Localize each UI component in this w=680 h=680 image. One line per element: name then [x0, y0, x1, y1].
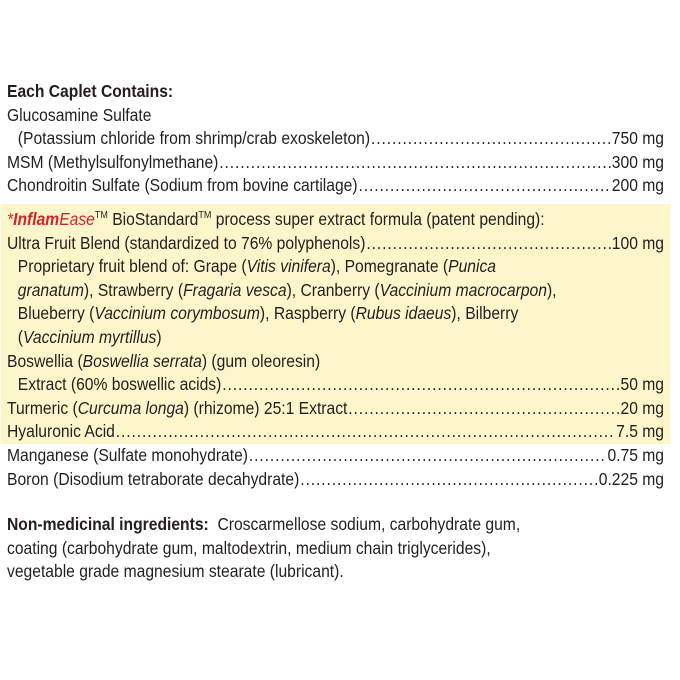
ingredient-amount: 300 mg — [611, 151, 664, 172]
asterisk: * — [7, 208, 14, 229]
latin-name: Vaccinium corymbosum — [94, 303, 260, 324]
non-medicinal-text: Croscarmellose sodium, carbohydrate gum, — [208, 514, 521, 535]
ingredient-label: Manganese (Sulfate monohydrate) — [7, 444, 249, 465]
ingredient-label: ) (gum oleoresin) — [201, 350, 321, 371]
fruit-blend-description — [7, 255, 664, 349]
latin-name: Rubus idaeus — [355, 303, 452, 324]
biostandard: BioStandard — [107, 208, 199, 229]
ingredient-amount: 0.225 mg — [598, 468, 664, 489]
ingredient-label — [7, 397, 347, 421]
latin-name: Punica — [448, 256, 497, 277]
ingredient-amount: 20 mg — [620, 397, 664, 418]
ingredient-label: Boron (Disodium tetraborate decahydrate) — [7, 468, 300, 489]
non-medicinal-label: Non-medicinal ingredients: — [7, 514, 209, 535]
ingredient-turmeric — [7, 397, 664, 421]
inflamease-formula-block — [1, 204, 671, 444]
ingredient-label: Extract (60% boswellic acids) — [17, 374, 222, 395]
ingredient-manganese — [7, 444, 664, 468]
ingredient-label: (Potassium chloride from shrimp/crab exoskeleton) — [17, 128, 371, 149]
ingredient-label-part: ) (rhizome) 25:1 Extract — [183, 397, 348, 418]
blend-text: ) — [156, 326, 162, 347]
formula-description: process super extract formula (patent pending): — [211, 208, 545, 229]
dot-leader — [348, 397, 619, 421]
dot-leader — [219, 151, 611, 175]
dot-leader — [249, 444, 607, 468]
trademark: TM — [94, 209, 108, 221]
blend-text: ), — [546, 279, 557, 300]
latin-name: Boswellia serrata — [82, 350, 202, 371]
dot-leader — [366, 232, 611, 256]
blend-text: ), Raspberry ( — [259, 303, 356, 324]
ingredient-fruit-blend — [7, 232, 664, 256]
ingredient-glucosamine-source — [7, 127, 664, 151]
ingredient-amount: 50 mg — [620, 374, 664, 395]
ingredient-glucosamine: Glucosamine Sulfate — [7, 104, 152, 125]
ingredient-amount: 200 mg — [611, 175, 664, 196]
blend-text: ( — [17, 326, 24, 347]
brand-name-bold: Inflam — [13, 208, 60, 229]
trademark-2: TM — [198, 209, 212, 221]
non-medicinal-ingredients — [7, 513, 664, 584]
ingredient-label-part: Turmeric ( — [7, 397, 78, 418]
ingredient-amount: 7.5 mg — [616, 421, 664, 442]
ingredient-chondroitin — [7, 174, 664, 198]
blend-text: ), Cranberry ( — [286, 279, 380, 300]
dot-leader — [371, 127, 611, 151]
blend-text: ), Pomegranate ( — [330, 256, 449, 277]
supplement-facts-panel — [7, 80, 664, 584]
ingredient-boswellia — [7, 350, 664, 374]
dot-leader — [300, 468, 598, 492]
latin-name: Curcuma longa — [77, 397, 184, 418]
latin-name: granatum — [17, 279, 84, 300]
gap — [7, 491, 664, 513]
ingredient-label: MSM (Methylsulfonylmethane) — [7, 151, 219, 172]
latin-name: Vaccinium myrtillus — [23, 326, 157, 347]
blend-text: Proprietary fruit blend of: Grape ( — [17, 256, 247, 277]
non-medicinal-text: vegetable grade magnesium stearate (lubricant). — [7, 561, 344, 582]
ingredient-label: Hyaluronic Acid — [7, 421, 115, 442]
ingredient-label: Ultra Fruit Blend (standardized to 76% polyphenols) — [7, 232, 366, 253]
ingredient-hyaluronic — [7, 420, 664, 444]
ingredient-boswellia-extract — [7, 373, 664, 397]
formula-title — [7, 208, 664, 232]
dot-leader — [116, 420, 615, 444]
blend-text: ), Strawberry ( — [83, 279, 184, 300]
ingredient-label: Boswellia ( — [7, 350, 83, 371]
latin-name: Fragaria vesca — [183, 279, 287, 300]
ingredient-boron — [7, 468, 664, 492]
blend-text: Blueberry ( — [17, 303, 95, 324]
non-medicinal-text: coating (carbohydrate gum, maltodextrin, medium chain triglycerides), — [7, 537, 491, 558]
ingredient-amount: 0.75 mg — [607, 444, 664, 465]
section-heading: Each Caplet Contains: — [7, 81, 174, 101]
ingredient-msm — [7, 151, 664, 175]
latin-name: Vitis vinifera — [246, 256, 331, 277]
dot-leader — [359, 174, 611, 198]
dot-leader — [222, 373, 619, 397]
latin-name: Vaccinium macrocarpon — [379, 279, 547, 300]
ingredient-amount: 100 mg — [611, 232, 664, 253]
ingredient-label: Chondroitin Sulfate (Sodium from bovine cartilage) — [7, 175, 358, 196]
ingredient-amount: 750 mg — [611, 128, 664, 149]
brand-name-rest: Ease — [59, 208, 95, 229]
blend-text: ), Bilberry — [451, 303, 519, 324]
